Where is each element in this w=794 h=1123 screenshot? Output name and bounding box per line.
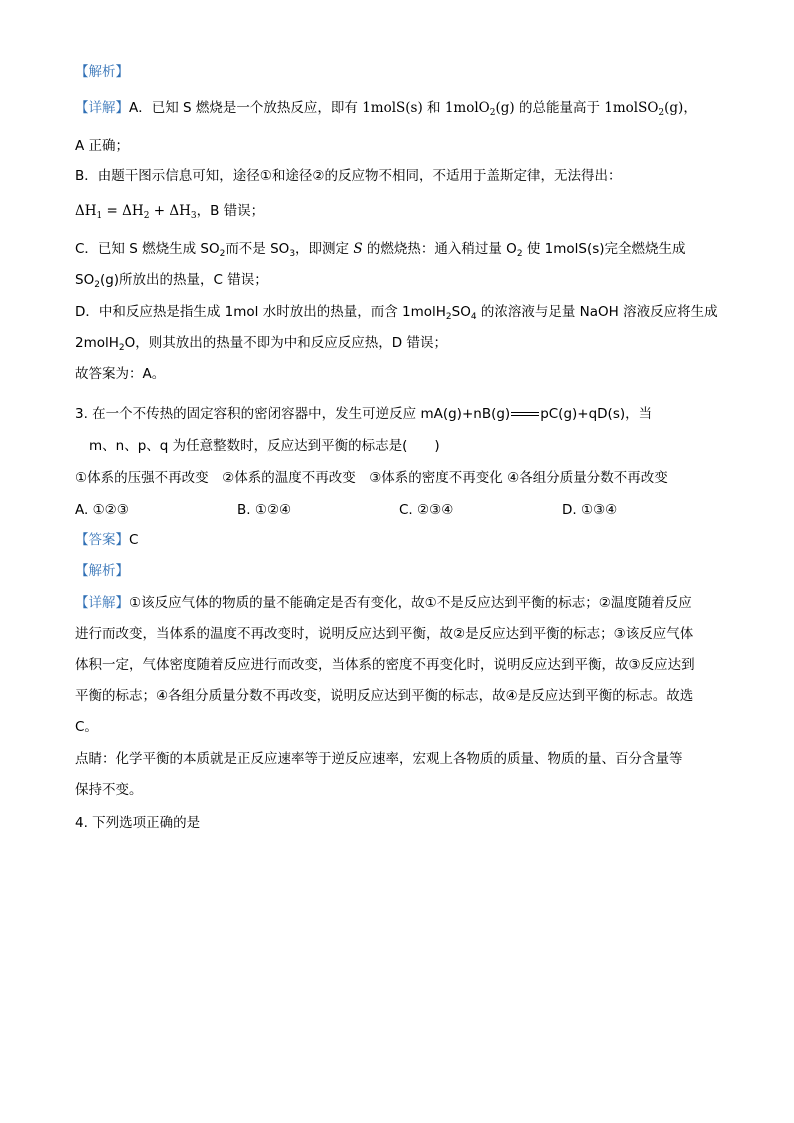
option-a: A. ①②③ <box>75 502 129 518</box>
q3-note-line1: 点睛：化学平衡的本质就是正反应速率等于逆反应速率，宏观上各物质的质量、物质的量、百分含量等 <box>75 751 683 767</box>
option-d: D. ①③④ <box>562 502 618 518</box>
q3-detail-line2: 进行而改变，当体系的温度不再改变时，说明反应达到平衡，故②是反应达到平衡的标志；③该反应气体 <box>75 626 694 642</box>
question-4-stem: 4. 下列选项正确的是 <box>75 815 201 831</box>
question-3-conditions: ①体系的压强不再改变 ②体系的温度不再改变 ③体系的密度不再变化 ④各组分质量分数不再改变 <box>75 470 668 486</box>
detail-option-c-line2: $SO_2(g)$所放出的热量，C 错误； <box>75 272 268 290</box>
detail-option-b-line1: B．由题干图示信息可知，途径①和途径②的反应物不相同，不适用于盖斯定律，无法得出： <box>75 168 622 184</box>
q3-note-line2: 保持不变。 <box>75 782 143 798</box>
equilibrium-arrow-icon <box>511 411 539 417</box>
answer-conclusion: 故答案为：A。 <box>75 366 166 382</box>
answer-line <box>75 530 138 550</box>
math-1mol-o2: 1molO$_2$(g) <box>444 100 515 118</box>
detail-option-b-line2: $\Delta H_1 = \Delta H_2 + \Delta H_3$，B 错误； <box>75 203 265 221</box>
detail-option-a-line2: A 正确； <box>75 138 130 154</box>
analysis-label-q3: 【解析】 <box>75 563 129 579</box>
analysis-label: 【解析】 <box>75 64 129 80</box>
detail-option-a-line1: 【详解】A．已知 S 燃烧是一个放热反应，即有 1molS(s) 和 1molO$_2$(g) 的总能量高于 1molSO$_2$(g)， <box>75 100 697 118</box>
question-3-stem-line1: 3. 在一个不传热的固定容积的密闭容器中，发生可逆反应 mA(g)+nB(g) pC(g)+qD(s)，当 <box>75 406 653 422</box>
detail-label-q3: 【详解】 <box>75 595 129 611</box>
q3-detail-line1: 【详解】①该反应气体的物质的量不能确定是否有变化，故①不是反应达到平衡的标志；②温度随着反应 <box>75 595 692 611</box>
question-3-stem-line2: m、n、p、q 为任意整数时，反应达到平衡的标志是( ) <box>89 438 440 454</box>
detail-option-d-line2: 2molH$_2$O，则其放出的热量不即为中和反应反应热，D 错误； <box>75 335 447 353</box>
option-b: B. ①②④ <box>237 502 292 518</box>
detail-option-c-line1: C．已知 S 燃烧生成 $SO_2$而不是 $SO_3$，即测定 S 的燃烧热：通入稍过量 $O_2$ 使 1molS(s)完全燃烧生成 <box>75 241 686 259</box>
math-delta-h-equation: $\Delta H_1 = \Delta H_2 + \Delta H_3$ <box>75 203 197 221</box>
q3-detail-line3: 体积一定，气体密度随着反应进行而改变，当体系的密度不再变化时，说明反应达到平衡，故③反应达到 <box>75 657 695 673</box>
answer-label: 【答案】 <box>75 532 129 548</box>
detail-option-d-line1: D．中和反应热是指生成 1mol 水时放出的热量，而含 $1molH_2SO_4$ 的浓溶液与足量 NaOH 溶液反应将生成 <box>75 304 718 322</box>
answer-value: C <box>129 532 139 548</box>
q3-detail-line5: C。 <box>75 719 98 735</box>
option-c: C. ②③④ <box>399 502 454 518</box>
detail-label: 【详解】 <box>75 100 129 116</box>
math-1mol-s: 1molS(s) <box>362 100 423 116</box>
math-1mol-so2: 1molSO$_2$(g) <box>604 100 684 118</box>
q3-detail-line4: 平衡的标志；④各组分质量分数不再改变，说明反应达到平衡的标志，故④是反应达到平衡的标志。故选 <box>75 688 694 704</box>
